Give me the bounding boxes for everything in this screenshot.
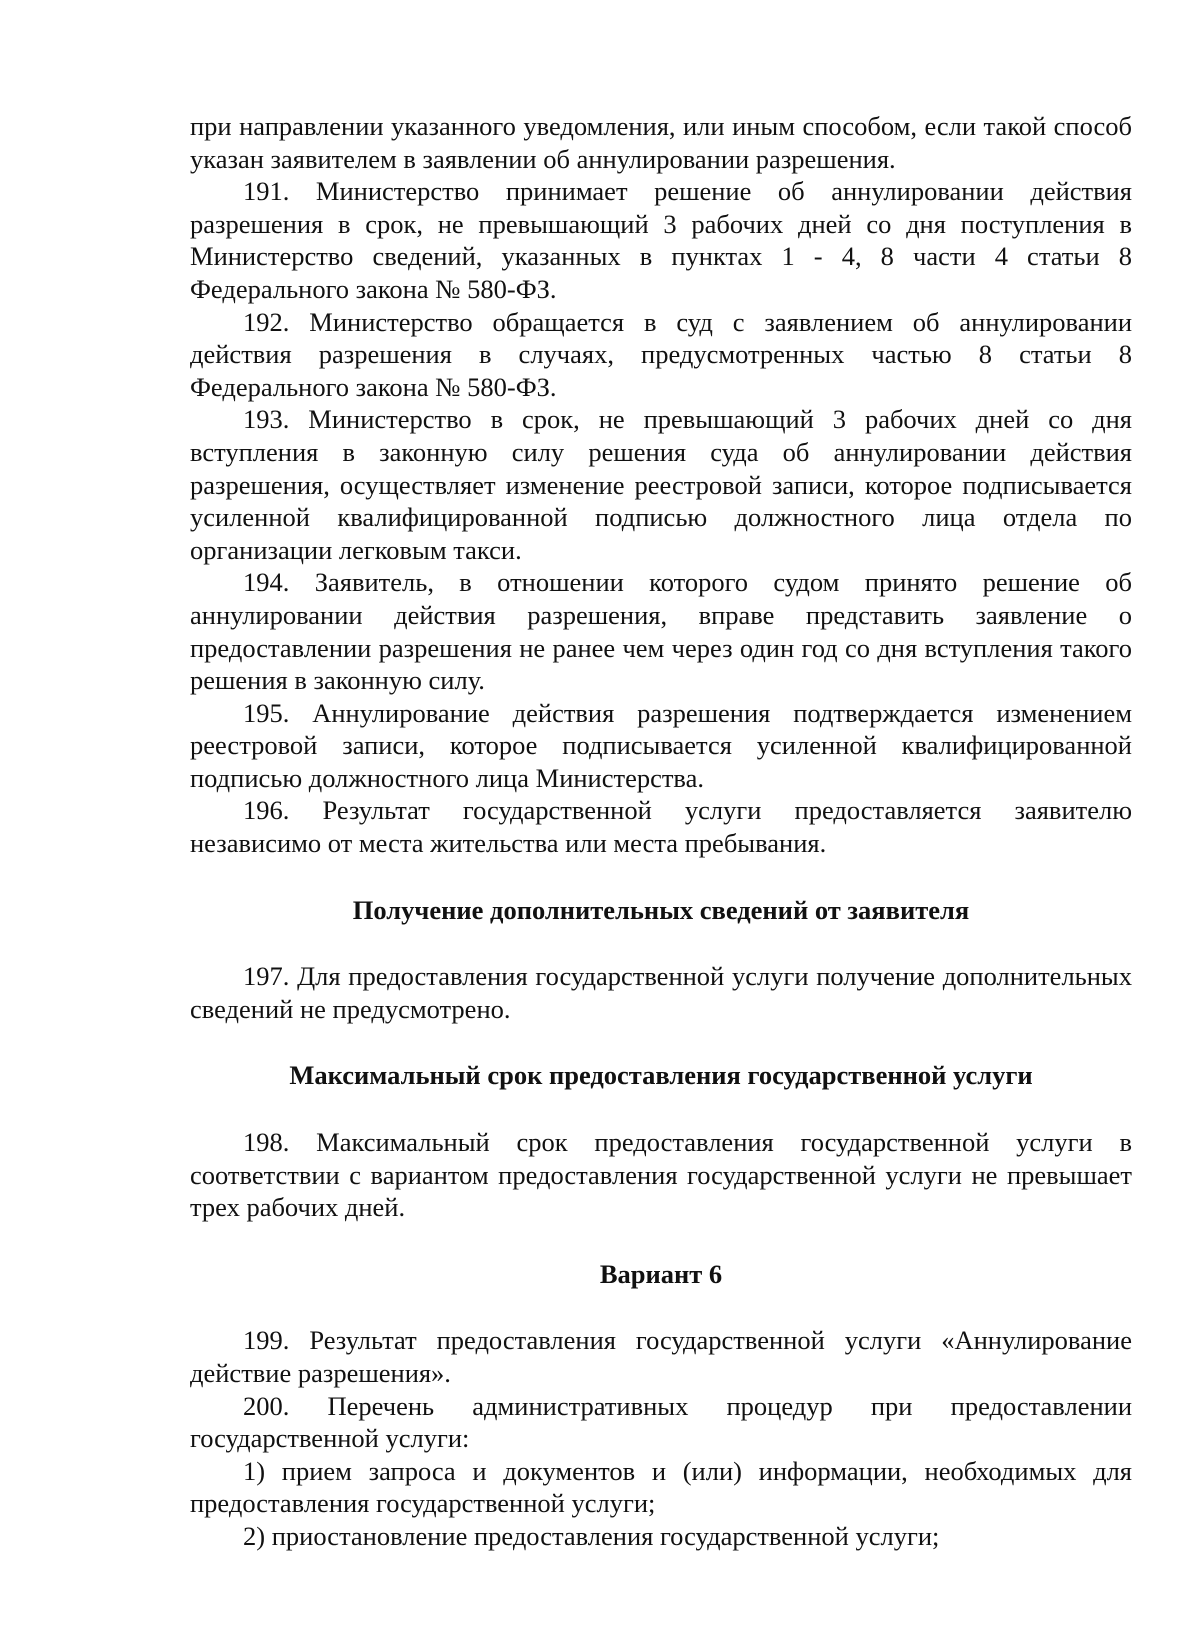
paragraph-197: 197. Для предоставления государственной услуги получение дополнительных сведений не предусмотрено. bbox=[190, 961, 1132, 1024]
paragraph-193: 193. Министерство в срок, не превышающий 3 рабочих дней со дня вступления в законную силу решения суда об аннулировании действия разрешения, осуществляет изменение реестровой записи, которое подписывается усиленной квалифицированной подписью должностного лица отдела по организации легковым такси. bbox=[190, 404, 1132, 565]
paragraph-198: 198. Максимальный срок предоставления государственной услуги в соответствии с вариантом предоставления государственной услуги не превышает трех рабочих дней. bbox=[190, 1127, 1132, 1223]
section-heading-additional-info: Получение дополнительных сведений от заявителя bbox=[352, 894, 970, 925]
paragraph-continuation: при направлении указанного уведомления, или иным способом, если такой способ указан заявителем в заявлении об аннулировании разрешения. bbox=[190, 111, 1132, 174]
document-page bbox=[190, 110, 1132, 1553]
list-item-2: 2) приостановление предоставления государственной услуги; bbox=[243, 1520, 940, 1551]
paragraph-199: 199. Результат предоставления государственной услуги «Аннулирование действие разрешения». bbox=[190, 1325, 1132, 1388]
paragraph-200: 200. Перечень административных процедур при предоставлении государственной услуги: bbox=[190, 1390, 1132, 1454]
paragraph-192: 192. Министерство обращается в суд с заявлением об аннулировании действия разрешения в случаях, предусмотренных частью 8 статьи 8 Федерального закона № 580-ФЗ. bbox=[190, 306, 1132, 402]
paragraph-191: 191. Министерство принимает решение об аннулировании действия разрешения в срок, не превышающий 3 рабочих дней со дня поступления в Министерство сведений, указанных в пунктах 1 - 4, 8 части 4 статьи 8 Федерального закона № 580-ФЗ. bbox=[190, 176, 1132, 304]
list-item-1: 1) прием запроса и документов и (или) информации, необходимых для предоставления государственной услуги; bbox=[190, 1455, 1132, 1519]
section-heading-variant: Вариант 6 bbox=[599, 1258, 723, 1289]
section-heading-max-term: Максимальный срок предоставления государственной услуги bbox=[289, 1060, 1033, 1091]
paragraph-194: 194. Заявитель, в отношении которого судом принято решение об аннулировании действия разрешения, вправе представить заявление о предоставлении разрешения не ранее чем через один год со дня вступления такого решения в законную силу. bbox=[190, 567, 1132, 696]
paragraph-196: 196. Результат государственной услуги предоставляется заявителю независимо от места жительства или места пребывания. bbox=[190, 795, 1132, 859]
paragraph-195: 195. Аннулирование действия разрешения подтверждается изменением реестровой записи, которое подписывается усиленной квалифицированной подписью должностного лица Министерства. bbox=[190, 697, 1132, 793]
